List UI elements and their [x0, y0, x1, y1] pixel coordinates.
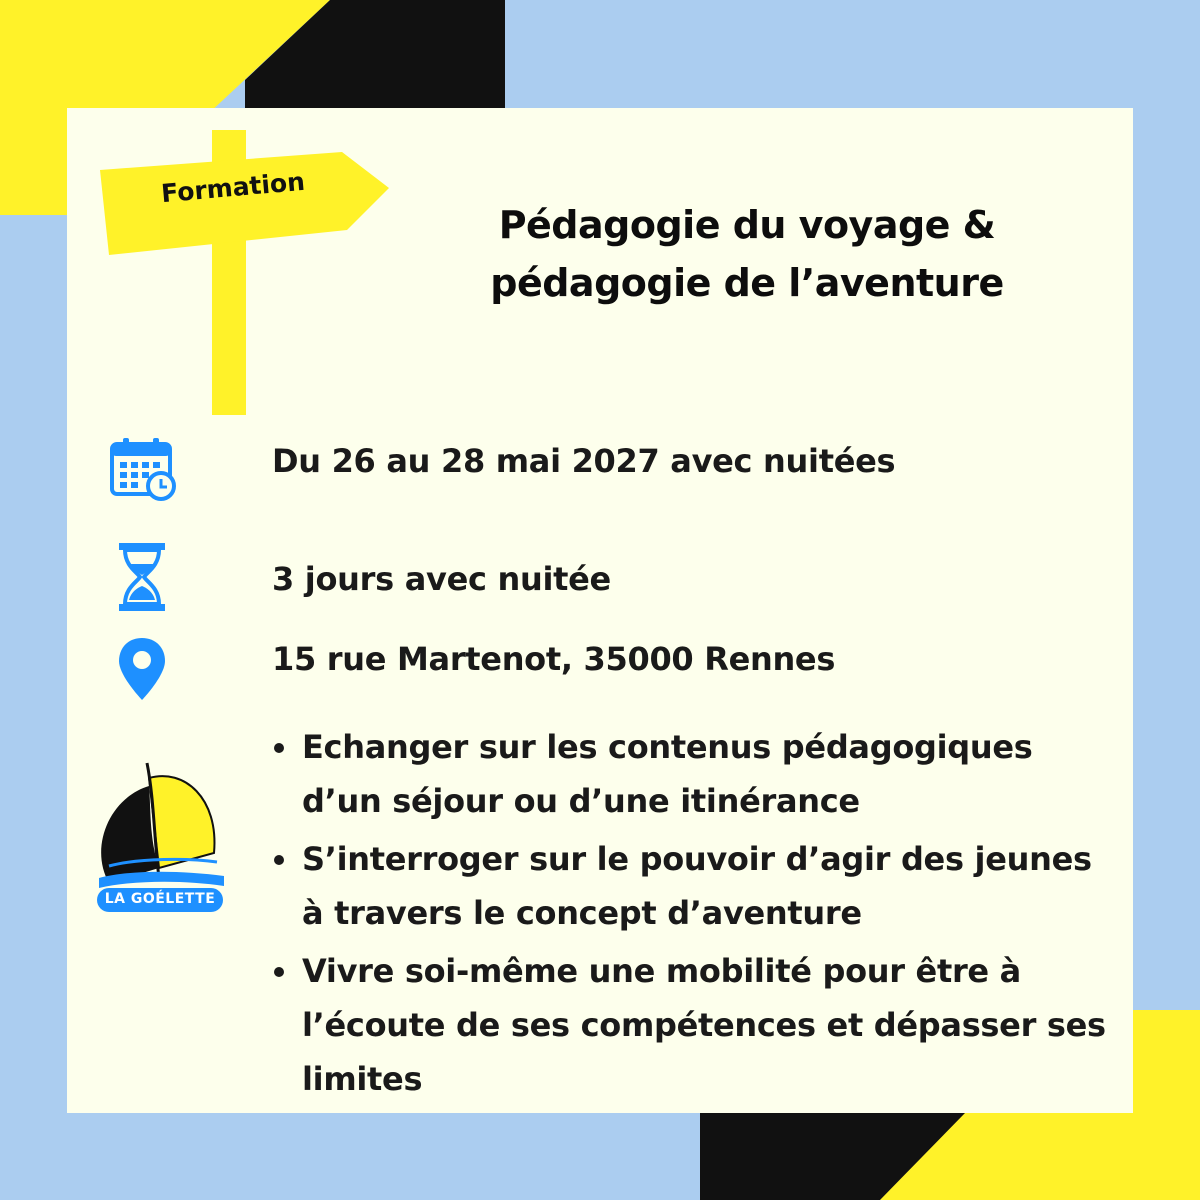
- logo-text: LA GOÉLETTE: [104, 891, 216, 907]
- calendar-icon: [109, 436, 179, 502]
- objectives-list: [272, 720, 1122, 1110]
- title-line-1: Pédagogie du voyage &: [498, 203, 996, 247]
- hourglass-icon: [117, 542, 167, 612]
- list-item: Vivre soi-même une mobilité pour être à l’écoute de ses compétences et dépasser ses limites: [272, 944, 1122, 1106]
- title-line-2: pédagogie de l’aventure: [490, 261, 1004, 305]
- event-card: [67, 108, 1133, 1113]
- list-item: S’interroger sur le pouvoir d’agir des jeunes à travers le concept d’aventure: [272, 832, 1122, 940]
- location-pin-icon: [117, 636, 167, 702]
- event-dates: Du 26 au 28 mai 2027 avec nuitées: [272, 442, 896, 480]
- page-title: [437, 196, 1057, 312]
- event-address: 15 rue Martenot, 35000 Rennes: [272, 640, 836, 678]
- sign-label: Formation: [160, 166, 306, 209]
- list-item: Echanger sur les contenus pédagogiques d’un séjour ou d’une itinérance: [272, 720, 1122, 828]
- event-duration: 3 jours avec nuitée: [272, 560, 611, 598]
